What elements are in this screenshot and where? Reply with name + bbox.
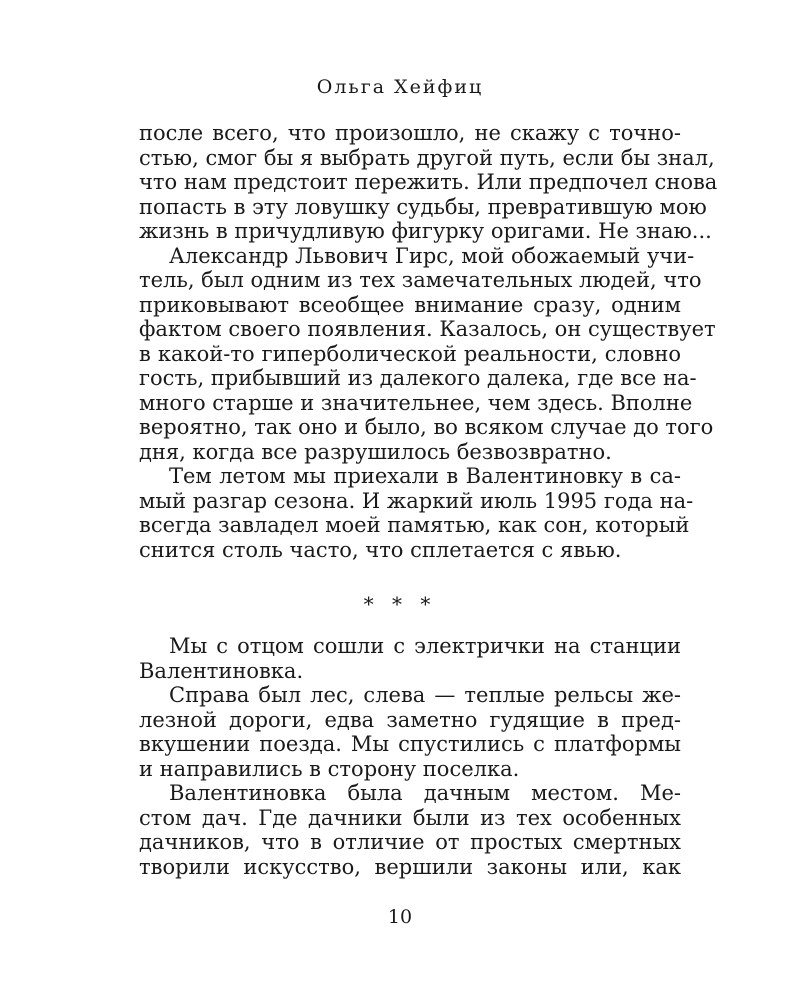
text-line: всегда завладел моей памятью, как сон, который: [139, 513, 690, 537]
text-line: вкушении поезда. Мы спустились с платформы: [139, 732, 681, 756]
text-line: Тем летом мы приехали в Валентиновку в са-: [169, 464, 681, 488]
text-block-bottom: [139, 634, 681, 879]
text-line: Александр Львович Гирс, мой обожаемый учи-: [169, 243, 695, 268]
text-line: попасть в эту ловушку судьбы, превратившую мою: [139, 194, 707, 219]
page-number: 10: [387, 906, 413, 928]
text-line: Валентиновка.: [139, 658, 304, 683]
text-line: снится столь часто, что сплетается с явью.: [139, 537, 622, 562]
text-line: мый разгар сезона. И жаркий июль 1995 года на-: [139, 488, 694, 513]
text-line: творили искусство, вершили законы или, как: [139, 854, 681, 879]
text-line: Валентиновка была дачным местом. Ме-: [169, 781, 681, 805]
text-line: после всего, что произошло, не скажу с точно-: [139, 121, 681, 145]
section-separator: * * *: [363, 592, 437, 616]
text-line: жизнь в причудливую фигурку оригами. Не знаю...: [139, 219, 712, 243]
text-line: много старше и значительнее, чем здесь. Вполне: [139, 390, 693, 415]
text-line: в какой-то гиперболической реальности, словно: [139, 341, 681, 366]
text-line: дачников, что в отличие от простых смертных: [139, 830, 681, 854]
text-line: Мы с отцом сошли с электрички на станции: [169, 634, 681, 658]
running-header: Ольга Хейфиц: [316, 76, 484, 98]
text-line: лезной дороги, едва заметно гудящие в пред-: [139, 707, 681, 732]
text-line: стью, смог бы я выбрать другой путь, если бы знал,: [139, 145, 715, 170]
text-line: и направились в сторону поселка.: [139, 756, 520, 781]
text-line: что нам предстоит пережить. Или предпочел снова: [139, 170, 718, 194]
text-line: тель, был одним из тех замечательных людей, что: [139, 268, 702, 292]
text-line: стом дач. Где дачники были из тех особенных: [139, 805, 681, 830]
text-line: приковывают всеобщее внимание сразу, одним: [139, 292, 681, 317]
text-line: Справа был лес, слева — теплые рельсы же-: [169, 683, 681, 707]
text-block-top: [139, 121, 718, 562]
text-line: фактом своего появления. Казалось, он существует: [139, 317, 716, 341]
text-line: вероятно, так оно и было, во всяком случае до того: [139, 415, 714, 439]
text-line: дня, когда все разрушилось безвозвратно.: [139, 439, 612, 464]
text-line: гость, прибывший из далекого далека, где все на-: [139, 366, 697, 390]
